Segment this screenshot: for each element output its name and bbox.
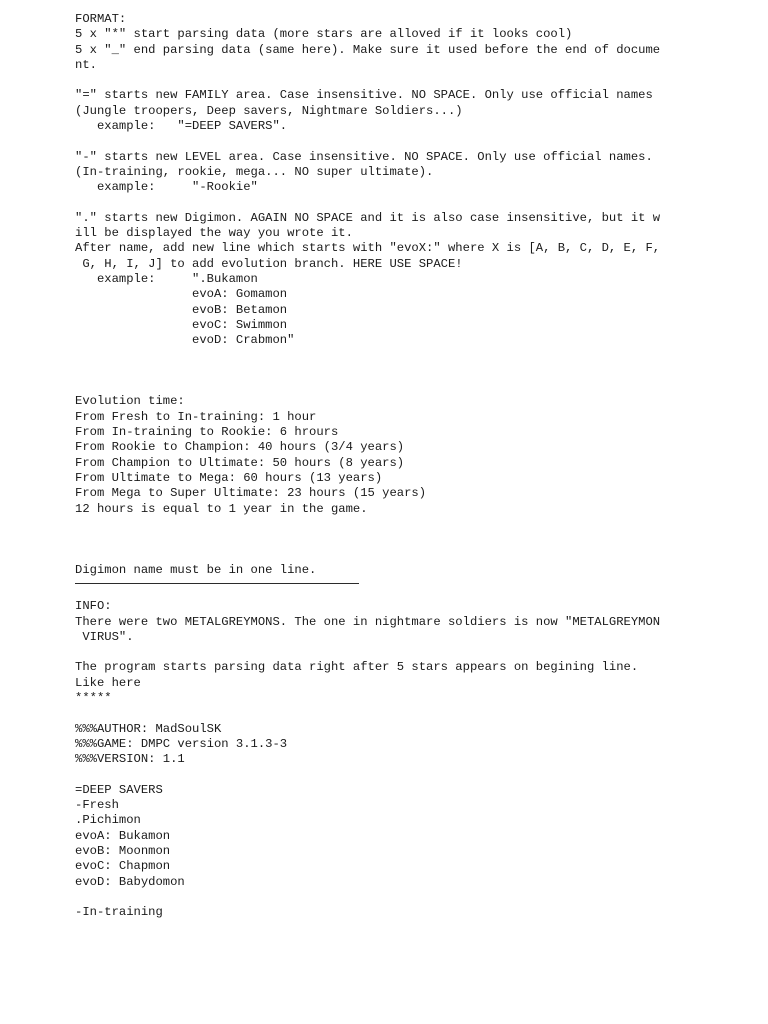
text-line: From Fresh to In-training: 1 hour bbox=[75, 409, 317, 424]
blank-line bbox=[75, 379, 675, 394]
document-text-top bbox=[75, 12, 675, 578]
text-line: Digimon name must be in one line. bbox=[75, 562, 317, 577]
text-line: INFO: bbox=[75, 599, 112, 614]
text-line: 12 hours is equal to 1 year in the game. bbox=[75, 501, 368, 516]
text-line: "=" starts new FAMILY area. Case insensitive. NO SPACE. Only use official names bbox=[75, 88, 653, 103]
text-line: evoA: Bukamon bbox=[75, 828, 171, 843]
text-line: 5 x "_" end parsing data (same here). Make sure it used before the end of docume bbox=[75, 42, 661, 57]
blank-line bbox=[75, 196, 675, 211]
text-line: -In-training bbox=[75, 905, 163, 920]
text-line: evoB: Moonmon bbox=[75, 844, 171, 859]
blank-line bbox=[75, 584, 675, 599]
text-line: evoD: Babydomon bbox=[75, 874, 185, 889]
blank-line bbox=[75, 547, 675, 562]
blank-line bbox=[75, 517, 675, 532]
text-line: -Fresh bbox=[75, 798, 119, 813]
text-line: ill be displayed the way you wrote it. bbox=[75, 226, 353, 241]
text-line: From Mega to Super Ultimate: 23 hours (15 years) bbox=[75, 486, 427, 501]
document-text-bottom bbox=[75, 584, 675, 921]
text-line: 5 x "*" start parsing data (more stars are alloved if it looks cool) bbox=[75, 27, 573, 42]
text-line: VIRUS". bbox=[75, 629, 134, 644]
text-line: (Jungle troopers, Deep savers, Nightmare Soldiers...) bbox=[75, 103, 463, 118]
text-line: nt. bbox=[75, 57, 97, 72]
text-line: %%%AUTHOR: MadSoulSK bbox=[75, 721, 222, 736]
text-line: From Champion to Ultimate: 50 hours (8 years) bbox=[75, 455, 405, 470]
text-line: G, H, I, J] to add evolution branch. HERE USE SPACE! bbox=[75, 256, 463, 271]
text-line: %%%GAME: DMPC version 3.1.3-3 bbox=[75, 736, 288, 751]
text-line: ***** bbox=[75, 691, 112, 706]
text-line: evoB: Betamon bbox=[75, 302, 288, 317]
text-line: The program starts parsing data right after 5 stars appears on begining line. bbox=[75, 660, 639, 675]
text-line: "-" starts new LEVEL area. Case insensitive. NO SPACE. Only use official names. bbox=[75, 149, 653, 164]
blank-line bbox=[75, 532, 675, 547]
blank-line bbox=[75, 706, 675, 721]
text-line: After name, add new line which starts with "evoX:" where X is [A, B, C, D, E, F, bbox=[75, 241, 661, 256]
text-line: Evolution time: bbox=[75, 394, 185, 409]
blank-line bbox=[75, 73, 675, 88]
text-line: %%%VERSION: 1.1 bbox=[75, 752, 185, 767]
text-line: .Pichimon bbox=[75, 813, 141, 828]
text-line: (In-training, rookie, mega... NO super ultimate). bbox=[75, 164, 434, 179]
text-line: evoD: Crabmon" bbox=[75, 333, 295, 348]
text-line: evoC: Chapmon bbox=[75, 859, 171, 874]
text-line: example: "-Rookie" bbox=[75, 180, 258, 195]
text-line: "." starts new Digimon. AGAIN NO SPACE and it is also case insensitive, but it w bbox=[75, 210, 661, 225]
text-line: evoA: Gomamon bbox=[75, 287, 288, 302]
text-document bbox=[75, 12, 675, 921]
text-line: FORMAT: bbox=[75, 12, 127, 26]
text-line: =DEEP SAVERS bbox=[75, 782, 163, 797]
text-line: From Ultimate to Mega: 60 hours (13 years) bbox=[75, 470, 383, 485]
blank-line bbox=[75, 645, 675, 660]
text-line: From In-training to Rookie: 6 hrours bbox=[75, 425, 339, 440]
text-line: Like here bbox=[75, 675, 141, 690]
text-line: There were two METALGREYMONS. The one in nightmare soldiers is now "METALGREYMON bbox=[75, 614, 661, 629]
blank-line bbox=[75, 890, 675, 905]
blank-line bbox=[75, 134, 675, 149]
blank-line bbox=[75, 364, 675, 379]
text-line: From Rookie to Champion: 40 hours (3/4 years) bbox=[75, 440, 405, 455]
blank-line bbox=[75, 768, 675, 783]
text-line: example: "=DEEP SAVERS". bbox=[75, 119, 288, 134]
text-line: evoC: Swimmon bbox=[75, 317, 288, 332]
blank-line bbox=[75, 349, 675, 364]
text-line: example: ".Bukamon bbox=[75, 272, 258, 287]
